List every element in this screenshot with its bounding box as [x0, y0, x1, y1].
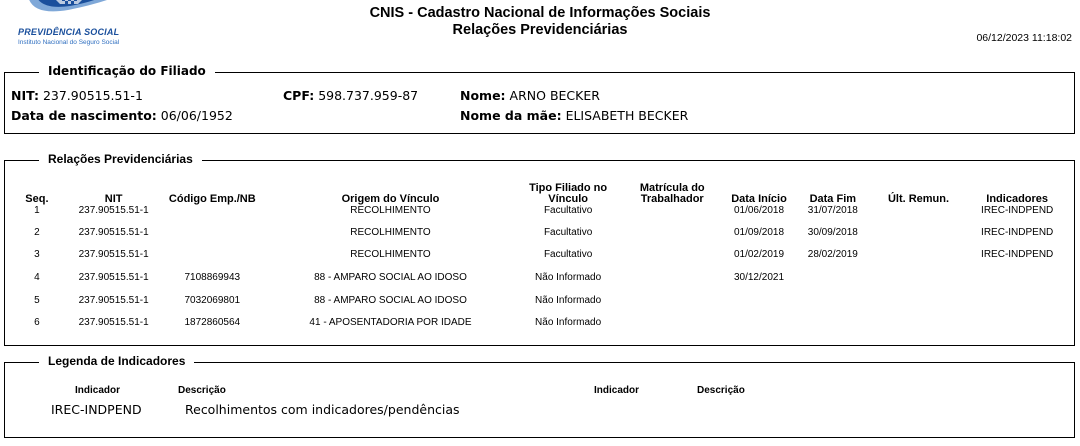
table-cell: Não Informado [535, 317, 602, 329]
table-cell: Facultativo [543, 249, 593, 261]
table-row [11, 205, 1074, 221]
column-header: Seq. [25, 193, 49, 205]
table-cell [615, 205, 729, 221]
nome-mae-label: Nome da mãe: [460, 108, 562, 123]
table-cell: 88 - AMPARO SOCIAL AO IDOSO [314, 271, 467, 283]
table-row [11, 244, 1074, 267]
table-row [11, 289, 1074, 312]
column-header: Data Fim [809, 193, 857, 205]
table-cell: 237.90515.51-1 [78, 271, 149, 283]
table-row [11, 221, 1074, 244]
table-cell: 4 [34, 271, 40, 283]
cpf-value: 598.737.959-87 [318, 88, 419, 103]
nome-mae-field [460, 108, 688, 123]
table-cell: 1 [34, 205, 40, 216]
logo-subtitle: Instituto Nacional do Seguro Social [18, 39, 120, 46]
cpf-field [283, 88, 418, 103]
nome-field [460, 88, 600, 103]
identificacao-section [4, 64, 1075, 134]
table-cell: Não Informado [535, 294, 602, 306]
table-cell [729, 289, 789, 312]
table-cell: RECOLHIMENTO [350, 226, 431, 238]
identificacao-legend: Identificação do Filiado [39, 64, 215, 78]
table-cell: Não Informado [535, 271, 602, 283]
table-cell: 6 [34, 317, 40, 329]
table-cell [960, 289, 1074, 312]
legenda-descricao-value: Recolhimentos com indicadores/pendências [185, 402, 460, 417]
table-cell: 41 - APOSENTADORIA POR IDADE [309, 317, 472, 329]
table-cell [164, 205, 260, 221]
nascimento-field [11, 108, 233, 123]
table-cell: 237.90515.51-1 [78, 226, 149, 238]
table-row [11, 311, 1074, 334]
column-header: Indicadores [986, 193, 1049, 205]
table-cell: 237.90515.51-1 [78, 249, 149, 261]
table-row [11, 266, 1074, 289]
table-cell [960, 311, 1074, 334]
legenda-section [4, 354, 1075, 438]
nascimento-label: Data de nascimento: [11, 108, 157, 123]
table-cell: 30/12/2021 [733, 271, 785, 283]
table-cell: IREC-INDPEND [981, 249, 1054, 261]
table-cell [877, 289, 961, 312]
table-cell: 3 [34, 249, 40, 261]
table-cell: 2 [34, 226, 40, 238]
legenda-descricao-header: Descrição [178, 385, 226, 396]
table-cell: Facultativo [543, 226, 593, 238]
nit-field [11, 88, 143, 103]
relacoes-legend: Relações Previdenciárias [39, 152, 202, 166]
table-cell [789, 266, 877, 289]
table-cell [615, 266, 729, 289]
table-cell: RECOLHIMENTO [350, 205, 431, 216]
table-cell: 237.90515.51-1 [78, 205, 149, 216]
table-cell: IREC-INDPEND [981, 226, 1054, 238]
column-header: Últ. Remun. [887, 193, 950, 205]
table-cell: 7032069801 [184, 294, 241, 306]
table-header-row [11, 177, 1074, 205]
table-cell [615, 244, 729, 267]
column-header: Origem do Vínculo [341, 193, 440, 205]
table-cell [789, 311, 877, 334]
relacoes-table [11, 177, 1074, 334]
table-cell [877, 311, 961, 334]
page-subtitle: Relações Previdenciárias [452, 22, 628, 38]
table-cell [877, 266, 961, 289]
column-header: Data Início [731, 193, 787, 205]
table-cell: Facultativo [543, 205, 593, 216]
report-datetime: 06/12/2023 11:18:02 [976, 32, 1072, 44]
legenda-legend: Legenda de Indicadores [39, 354, 194, 368]
table-cell [877, 244, 961, 267]
logo-name: PREVIDÊNCIA SOCIAL [18, 27, 120, 37]
table-cell: RECOLHIMENTO [350, 249, 431, 261]
table-cell: 28/02/2019 [807, 249, 858, 261]
column-header: Tipo Filiado no Vínculo [529, 182, 608, 205]
table-cell: 1872860564 [184, 317, 241, 329]
legenda-descricao-header-2: Descrição [697, 385, 745, 396]
table-cell: 31/07/2018 [807, 205, 858, 216]
table-cell: 237.90515.51-1 [78, 317, 149, 329]
column-header: Código Emp./NB [168, 193, 256, 205]
table-cell [615, 289, 729, 312]
relacoes-section [4, 152, 1075, 346]
nome-mae-value: ELISABETH BECKER [565, 108, 689, 123]
legenda-indicador-header: Indicador [75, 385, 121, 396]
table-cell: 88 - AMPARO SOCIAL AO IDOSO [314, 294, 467, 306]
table-cell [615, 221, 729, 244]
cpf-label: CPF: [283, 88, 315, 103]
table-cell [729, 311, 789, 334]
table-cell: 237.90515.51-1 [78, 294, 149, 306]
table-cell [789, 289, 877, 312]
table-cell: 01/06/2018 [733, 205, 785, 216]
nit-value: 237.90515.51-1 [42, 88, 143, 103]
column-header: NIT [104, 193, 123, 205]
legenda-indicador-header-2: Indicador [594, 385, 640, 396]
table-cell [615, 311, 729, 334]
table-cell [960, 266, 1074, 289]
nit-label: NIT: [11, 88, 39, 103]
nascimento-value: 06/06/1952 [160, 108, 233, 123]
nome-value: ARNO BECKER [509, 88, 600, 103]
table-cell: 01/09/2018 [733, 226, 785, 238]
table-cell: IREC-INDPEND [981, 205, 1054, 216]
page-title: CNIS - Cadastro Nacional de Informações Sociais [369, 5, 711, 21]
table-cell: 30/09/2018 [807, 226, 858, 238]
table-cell [877, 205, 961, 221]
table-cell [164, 244, 260, 267]
nome-label: Nome: [460, 88, 506, 103]
table-cell: 01/02/2019 [733, 249, 785, 261]
legenda-indicador-value: IREC-INDPEND [51, 402, 142, 417]
table-cell [164, 221, 260, 244]
column-header: Matrícula do Trabalhador [639, 182, 705, 205]
table-cell [877, 221, 961, 244]
table-cell: 7108869943 [184, 271, 241, 283]
table-cell: 5 [34, 294, 40, 306]
